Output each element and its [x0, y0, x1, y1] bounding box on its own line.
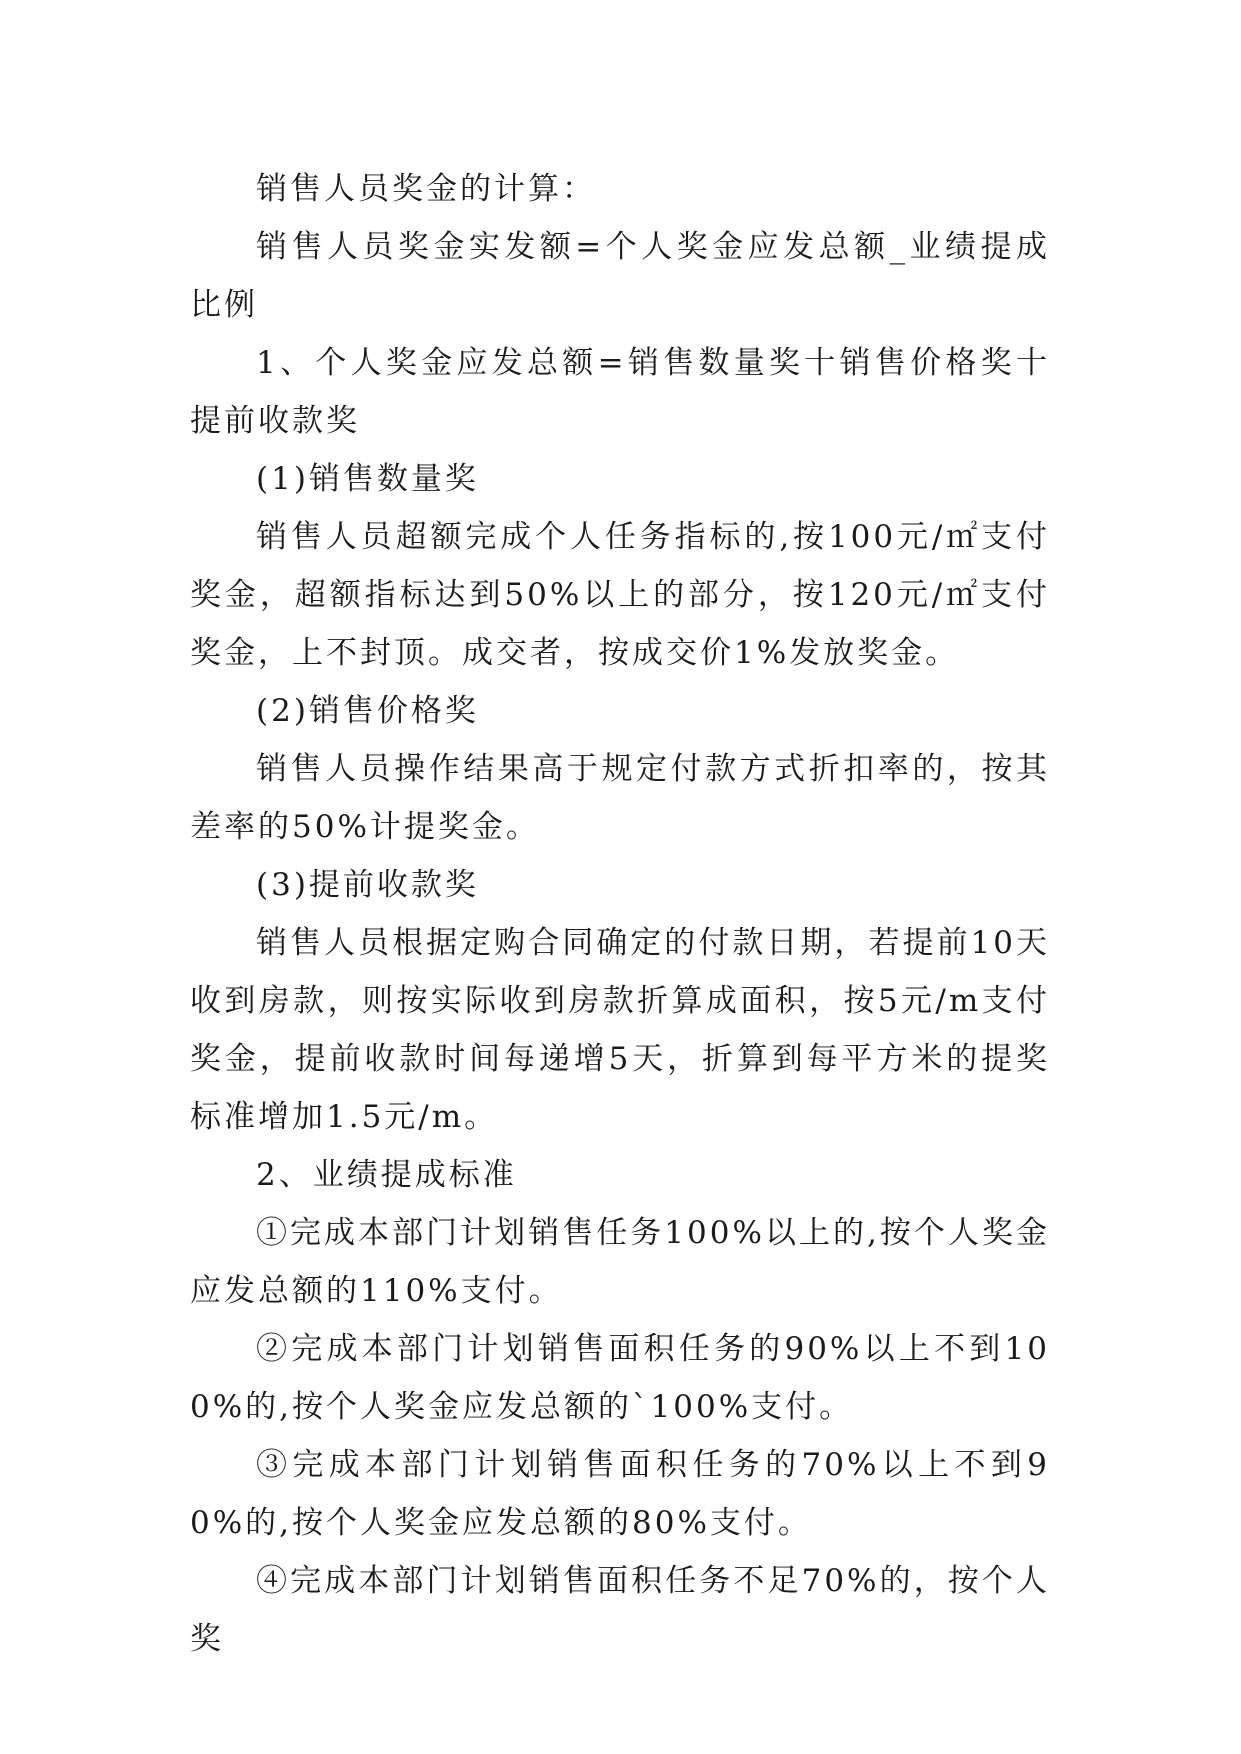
paragraph-commission-standard-heading: 2、业绩提成标准 [256, 1157, 517, 1193]
document-body [190, 160, 1050, 1668]
paragraph-sales-price-heading: (2)销售价格奖 [256, 693, 479, 729]
paragraph-commission-item-3: ③完成本部门计划销售面积任务的70%以上不到90%的,按个人奖金应发总额的80%支付。 [190, 1447, 1050, 1541]
paragraph-sales-price-detail: 销售人员操作结果高于规定付款方式折扣率的，按其差率的50%计提奖金。 [190, 751, 1050, 845]
paragraph-commission-item-1: ①完成本部门计划销售任务100%以上的,按个人奖金应发总额的110%支付。 [190, 1215, 1050, 1309]
paragraph-total-bonus-definition: 1、个人奖金应发总额=销售数量奖十销售价格奖十提前收款奖 [190, 345, 1050, 439]
paragraph-commission-item-2: ②完成本部门计划销售面积任务的90%以上不到100%的,按个人奖金应发总额的`100%支付。 [190, 1331, 1050, 1425]
paragraph-bonus-calculation-heading: 销售人员奖金的计算： [256, 171, 596, 207]
paragraph-bonus-formula: 销售人员奖金实发额=个人奖金应发总额_业绩提成比例 [190, 229, 1050, 323]
paragraph-sales-volume-detail: 销售人员超额完成个人任务指标的,按100元/㎡支付奖金，超额指标达到50%以上的部分，按120元/㎡支付奖金，上不封顶。成交者，按成交价1%发放奖金。 [190, 519, 1050, 671]
paragraph-commission-item-4: ④完成本部门计划销售面积任务不足70%的，按个人奖 [190, 1563, 1050, 1657]
paragraph-early-payment-heading: (3)提前收款奖 [256, 867, 479, 903]
paragraph-early-payment-detail: 销售人员根据定购合同确定的付款日期，若提前10天收到房款，则按实际收到房款折算成面积，按5元/m支付奖金，提前收款时间每递增5天，折算到每平方米的提奖标准增加1.5元/m。 [190, 925, 1050, 1135]
paragraph-sales-volume-heading: (1)销售数量奖 [256, 461, 479, 497]
